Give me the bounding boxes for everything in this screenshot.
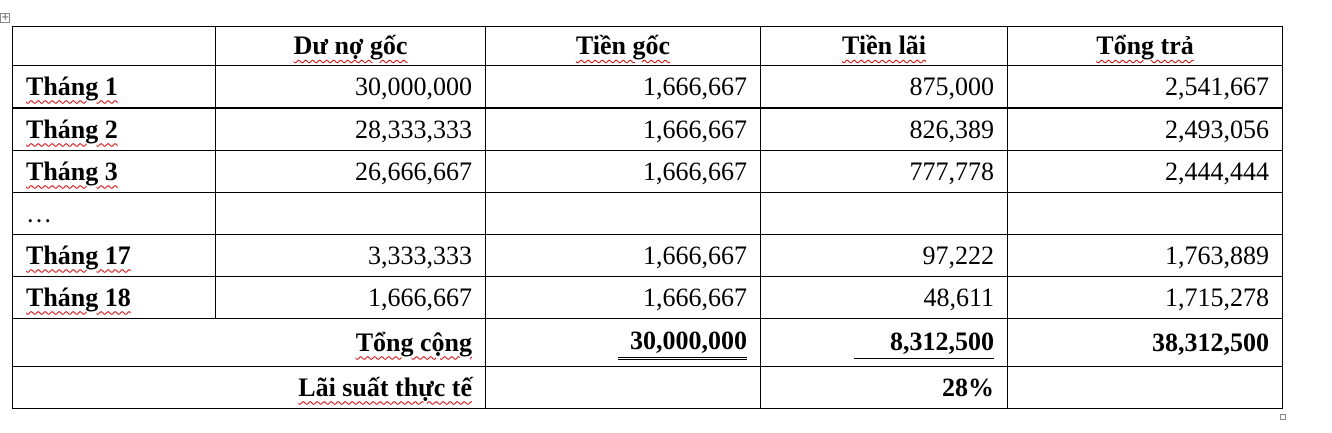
- principal-payment-cell: 1,666,667: [486, 277, 761, 319]
- rate-empty-cell: [1008, 367, 1283, 409]
- row-label: Tháng 3: [26, 156, 118, 186]
- table-row: [13, 277, 1283, 319]
- header-principal-payment: Tiền gốc: [575, 31, 671, 60]
- interest-cell: [761, 193, 1008, 235]
- table-row: [13, 151, 1283, 193]
- principal-payment-cell: 1,666,667: [486, 66, 761, 109]
- header-cell: [216, 27, 486, 66]
- table-row: [13, 66, 1283, 109]
- total-payment-cell: 1,763,889: [1008, 235, 1283, 277]
- total-payment-cell: [1008, 193, 1283, 235]
- principal-balance-cell: 30,000,000: [216, 66, 486, 109]
- table-row: [13, 235, 1283, 277]
- principal-balance-cell: 1,666,667: [216, 277, 486, 319]
- row-label-cell: [13, 108, 216, 151]
- total-label-cell: [13, 319, 486, 367]
- interest-cell: 826,389: [761, 108, 1008, 151]
- total-principal-cell: [486, 319, 761, 367]
- resize-handle-icon[interactable]: [1280, 414, 1286, 420]
- total-payment-cell: 1,715,278: [1008, 277, 1283, 319]
- total-row: [13, 319, 1283, 367]
- header-cell: [1008, 27, 1283, 66]
- header-row: [13, 27, 1283, 66]
- rate-label-cell: [13, 367, 486, 409]
- row-label: Tháng 18: [26, 282, 131, 312]
- row-label-cell: [13, 66, 216, 109]
- row-label: Tháng 1: [26, 71, 118, 101]
- row-label: Tháng 17: [26, 240, 131, 270]
- header-principal-balance: Dư nợ gốc: [293, 31, 408, 60]
- row-label-cell: [13, 151, 216, 193]
- principal-payment-cell: 1,666,667: [486, 235, 761, 277]
- interest-cell: 97,222: [761, 235, 1008, 277]
- principal-payment-cell: 1,666,667: [486, 108, 761, 151]
- move-table-icon[interactable]: +: [1, 12, 10, 23]
- interest-cell: 777,778: [761, 151, 1008, 193]
- total-interest-value: 8,312,500: [854, 327, 994, 359]
- row-label-cell: [13, 235, 216, 277]
- total-interest-cell: [761, 319, 1008, 367]
- rate-row: [13, 367, 1283, 409]
- total-payment-cell: 2,444,444: [1008, 151, 1283, 193]
- rate-empty-cell: [486, 367, 761, 409]
- principal-payment-cell: [486, 193, 761, 235]
- principal-balance-cell: 3,333,333: [216, 235, 486, 277]
- rate-label: Lãi suất thực tế: [298, 372, 472, 402]
- table-row: [13, 193, 1283, 235]
- row-label: Tháng 2: [26, 114, 118, 144]
- table-row: [13, 108, 1283, 151]
- effective-rate-cell: 28%: [761, 367, 1008, 409]
- row-label-cell: [13, 277, 216, 319]
- principal-balance-cell: [216, 193, 486, 235]
- principal-balance-cell: 28,333,333: [216, 108, 486, 151]
- principal-payment-cell: 1,666,667: [486, 151, 761, 193]
- header-cell: [486, 27, 761, 66]
- grand-total-cell: 38,312,500: [1008, 319, 1283, 367]
- interest-cell: 875,000: [761, 66, 1008, 109]
- total-payment-cell: 2,493,056: [1008, 108, 1283, 151]
- header-total-payment: Tổng trả: [1096, 31, 1194, 60]
- header-interest: Tiền lãi: [841, 31, 927, 60]
- total-payment-cell: 2,541,667: [1008, 66, 1283, 109]
- header-cell-empty: [13, 27, 216, 66]
- header-cell: [761, 27, 1008, 66]
- loan-schedule-table: [12, 26, 1283, 409]
- interest-cell: 48,611: [761, 277, 1008, 319]
- row-label-cell: [13, 193, 216, 235]
- total-principal-value: 30,000,000: [618, 326, 747, 360]
- total-label: Tổng cộng: [355, 327, 472, 357]
- ellipsis-label: …: [26, 198, 52, 228]
- principal-balance-cell: 26,666,667: [216, 151, 486, 193]
